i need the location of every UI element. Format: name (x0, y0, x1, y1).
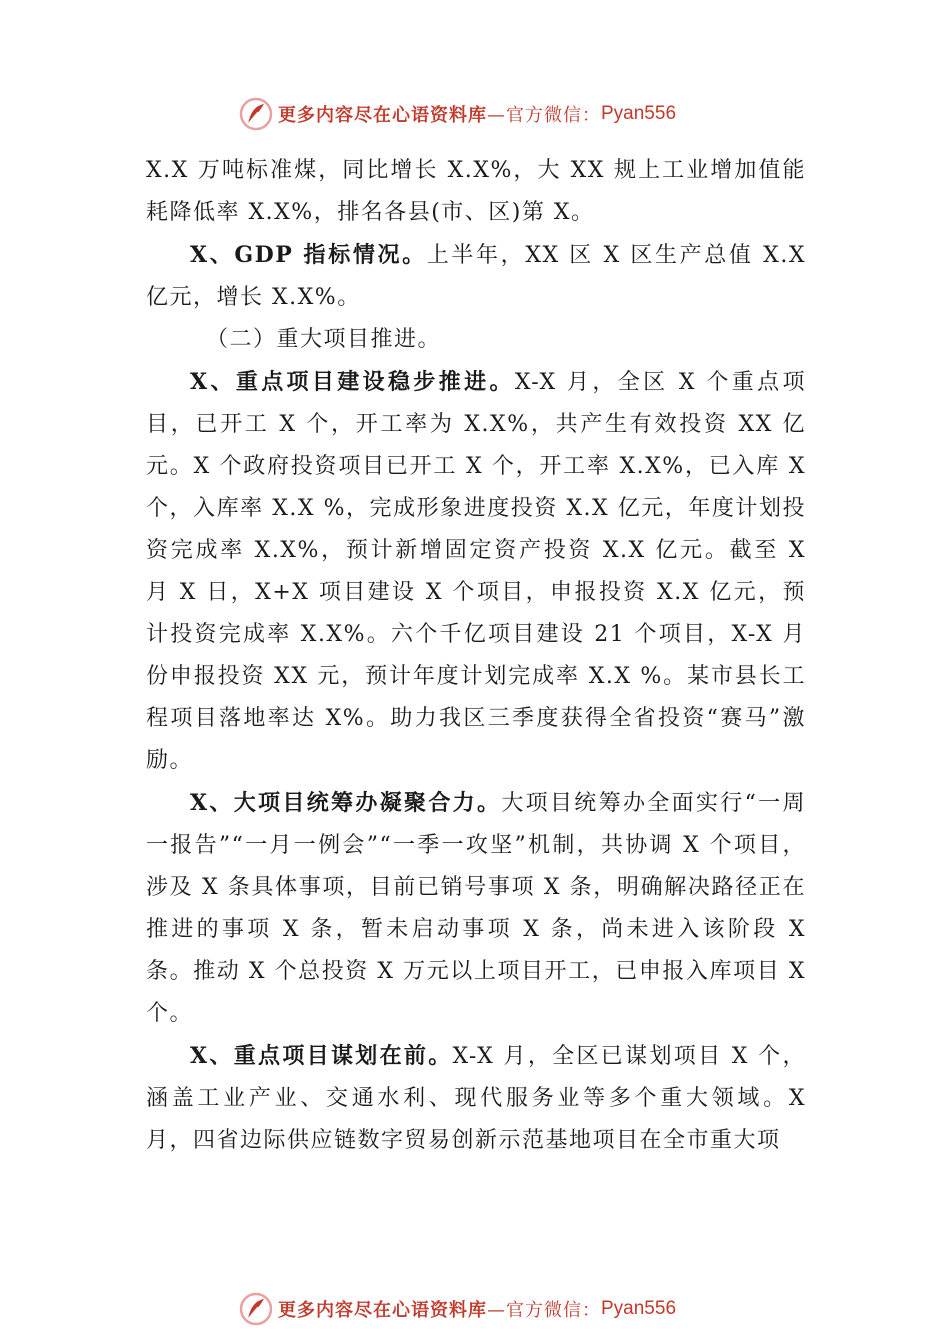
feather-quill-icon (238, 96, 274, 132)
paragraph-text: X-X 月，全区 X 个重点项目，已开工 X 个，开工率为 X.X%，共产生有效投资 XX 亿元。X 个政府投资项目已开工 X 个，开工率 X.X%，已入库 X 个，入库率 X.X %，完成形象进度投资 X.X 亿元，年度计划投资完成率 X.X%，预计新增固定资产投资 X.X 亿元。截至 X 月 X 日，X+X 项目建设 X 个项目，申报投资 X.X 亿元，预计投资完成率 X.X%。六个千亿项目建设 21 个项目，X-X 月份申报投资 XX 元，预计年度计划完成率 X.X %。某市县长工程项目落地率达 X%。助力我区三季度获得全省投资“赛马”激励。 (146, 370, 806, 773)
banner-wechat-label: —官方微信： (487, 1300, 601, 1321)
banner-site-name: 更多内容尽在心语资料库 (278, 105, 487, 126)
paragraph-lead: X、GDP 指标情况。 (190, 242, 427, 268)
banner-wechat-label: —官方微信： (487, 105, 601, 126)
paragraph-text: 大项目统筹办全面实行“一周一报告”“一月一例会”“一季一攻坚”机制，共协调 X 个项目，涉及 X 条具体事项，目前已销号事项 X 条，明确解决路径正在推进的事项 X 条，暂未启动事项 X 条，尚未进入该阶段 X 条。推动 X 个总投资 X 万元以上项目开工，已申报入库项目 X 个。 (146, 791, 806, 1026)
paragraph-lead: X、重点项目谋划在前。 (190, 1043, 453, 1069)
document-body (146, 150, 806, 1162)
banner-wechat-id: Pyan556 (601, 1298, 677, 1319)
paragraph-lead: X、重点项目建设稳步推进。 (190, 369, 515, 395)
footer-banner (238, 1291, 676, 1327)
banner-site-name: 更多内容尽在心语资料库 (278, 1300, 487, 1321)
paragraph-1 (146, 150, 806, 234)
paragraph-2 (146, 234, 806, 319)
paragraph-3 (146, 361, 806, 782)
subheading-text: （二）重大项目推进。 (206, 327, 442, 352)
section-subheading (146, 319, 806, 361)
banner-wechat-id: Pyan556 (601, 103, 677, 124)
paragraph-4 (146, 782, 806, 1035)
paragraph-text: X-X 月，全区已谋划项目 X 个，涵盖工业产业、交通水利、现代服务业等多个重大领域。X 月，四省边际供应链数字贸易创新示范基地项目在全市重大项 (146, 1044, 806, 1153)
paragraph-5 (146, 1035, 806, 1162)
paragraph-text: X.X 万吨标准煤，同比增长 X.X%，大 XX 规上工业增加值能耗降低率 X.X%，排名各县(市、区)第 X。 (146, 158, 806, 225)
paragraph-lead: X、大项目统筹办凝聚合力。 (190, 790, 502, 816)
feather-quill-icon (238, 1291, 274, 1327)
paragraph-text: 上半年，XX 区 X 区生产总值 X.X 亿元，增长 X.X%。 (146, 243, 807, 310)
header-banner (238, 96, 676, 132)
